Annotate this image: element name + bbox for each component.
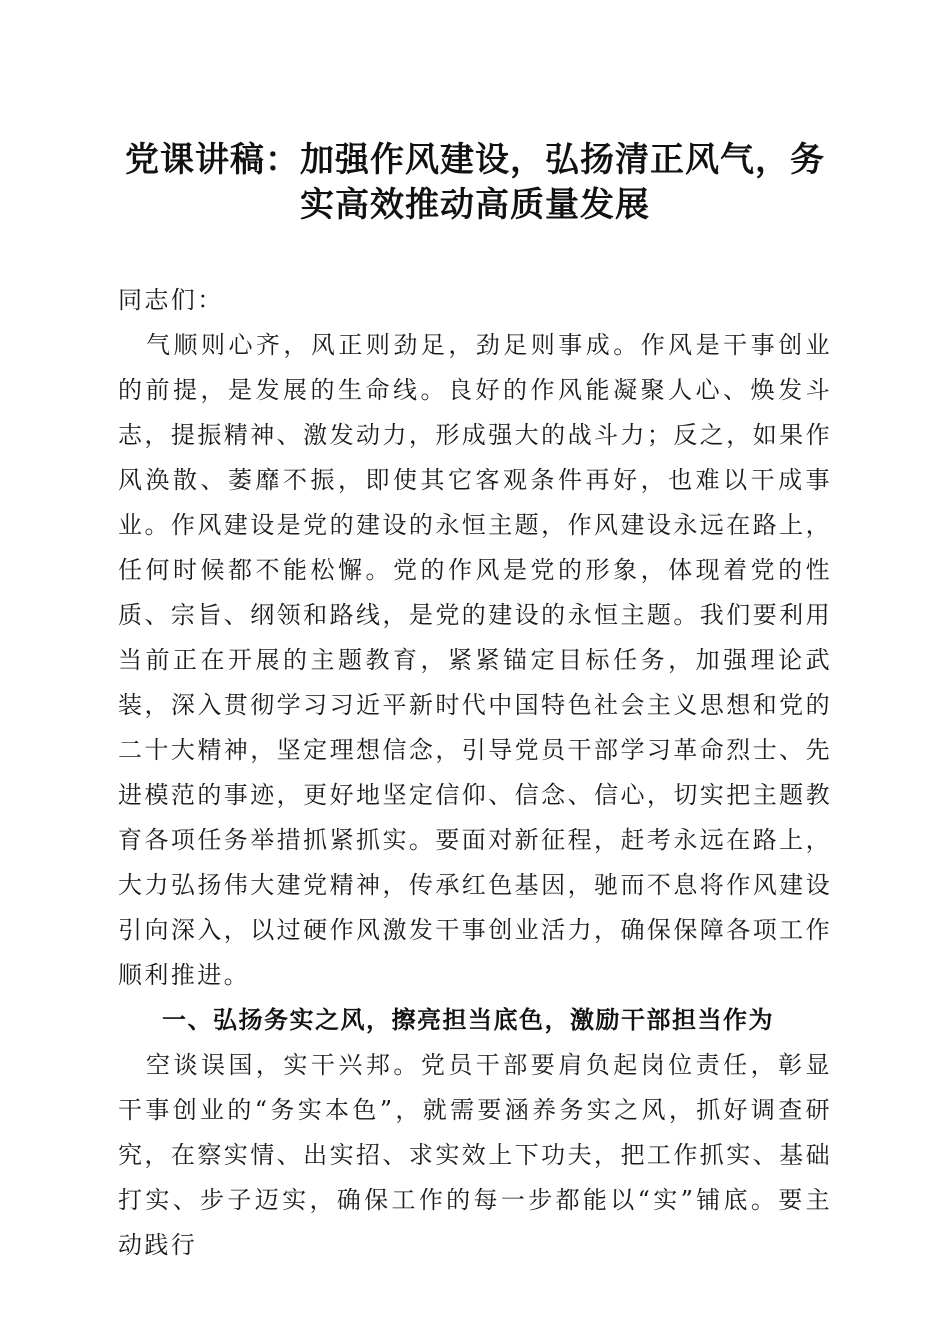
document-title: 党课讲稿：加强作风建设，弘扬清正风气，务实高效推动高质量发展 [125,140,825,225]
salutation: 同志们： [118,286,224,314]
section-heading-1: 一、弘扬务实之风，擦亮担当底色，激励干部担当作为 [162,1006,774,1034]
intro-paragraph: 气顺则心齐，风正则劲足，劲足则事成。作风是干事创业的前提，是发展的生命线。良好的作风能凝聚人心、焕发斗志，提振精神、激发动力，形成强大的战斗力；反之，如果作风涣散、萎靡不振，即使其它客观条件再好，也难以干成事业。作风建设是党的建设的永恒主题，作风建设永远在路上，任何时候都不能松懈。党的作风是党的形象，体现着党的性质、宗旨、纲领和路线，是党的建设的永恒主题。我们要利用当前正在开展的主题教育，紧紧锚定目标任务，加强理论武装，深入贯彻学习习近平新时代中国特色社会主义思想和党的二十大精神，坚定理想信念，引导党员干部学习革命烈士、先进模范的事迹，更好地坚定信仰、信念、信心，切实把主题教育各项任务举措抓紧抓实。要面对新征程，赶考永远在路上，大力弘扬伟大建党精神，传承红色基因，驰而不息将作风建设引向深入，以过硬作风激发干事创业活力，确保保障各项工作顺利推进。 [118,331,832,989]
document-body [118,278,832,1268]
section-1-paragraph: 空谈误国，实干兴邦。党员干部要肩负起岗位责任，彰显干事创业的“务实本色”，就需要涵养务实之风，抓好调查研究，在察实情、出实招、求实效上下功夫，把工作抓实、基础打实、步子迈实，确保工作的每一步都能以“实”铺底。要主动践行 [118,1051,832,1259]
